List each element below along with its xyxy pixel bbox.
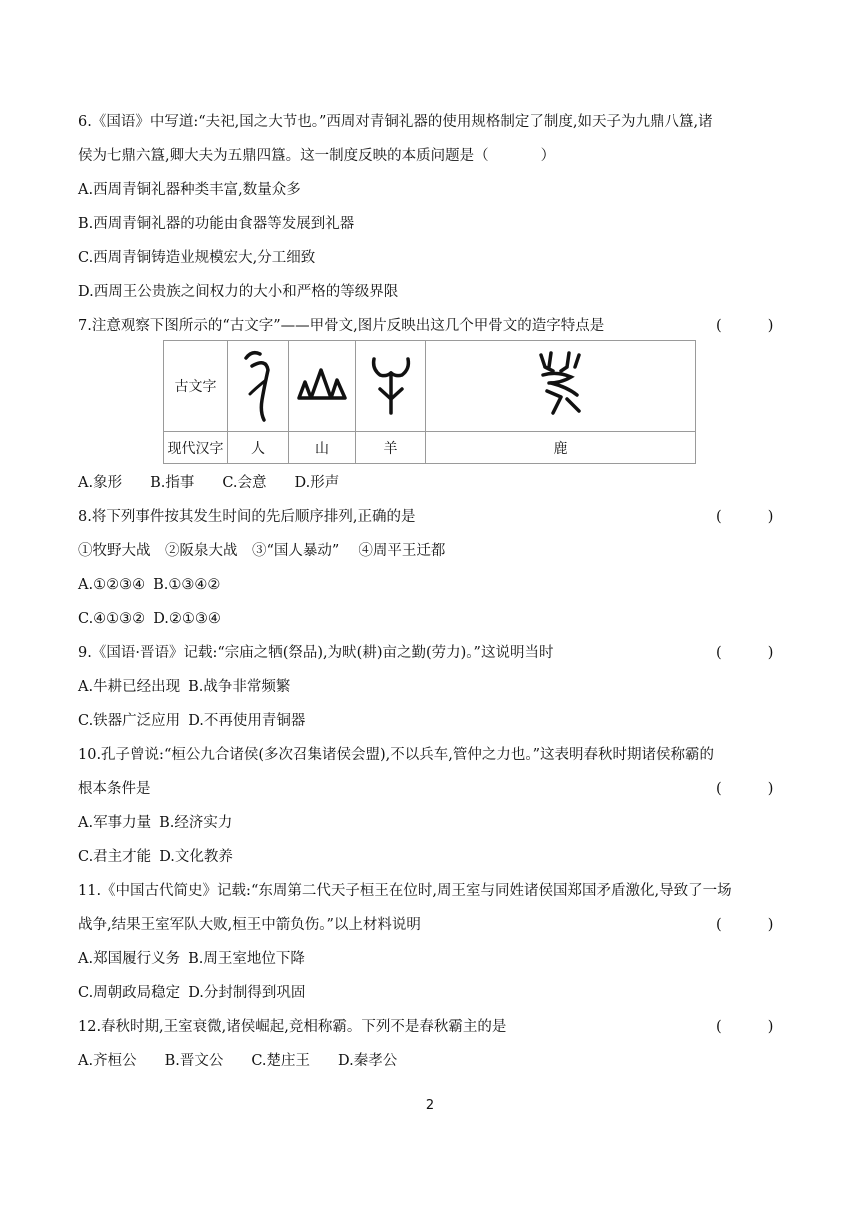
q7-option-d: D.形声 <box>294 475 340 491</box>
q6-option-a: A.西周青铜礼器种类丰富,数量众多 <box>78 182 301 198</box>
q9-option-c: C.铁器广泛应用 <box>78 713 181 729</box>
modern-char-ren: 人 <box>228 432 289 464</box>
q7-stem: 7.注意观察下图所示的“古文字”——甲骨文,图片反映出这几个甲骨文的造字特点是 <box>78 318 605 334</box>
q8-answer-paren: ( ) <box>716 509 774 525</box>
oracle-glyph-shan-image <box>295 364 349 404</box>
q8-option-d: D.②①③④ <box>153 611 221 627</box>
q12-option-c: C.楚庄王 <box>251 1053 311 1069</box>
q8-option-b: B.①③④② <box>153 577 221 593</box>
q9-options-row1 <box>78 677 298 697</box>
q8-stem: 8.将下列事件按其发生时间的先后顺序排列,正确的是 <box>78 509 416 525</box>
q11-stem-line1: 11.《中国古代简史》记载:“东周第二代天子桓王在位时,周王室与同姓诸侯国郑国矛盾激化,导致了一场 <box>78 883 732 899</box>
q11-stem-line2: 战争,结果王室军队大败,桓王中箭负伤。”以上材料说明 <box>78 917 421 933</box>
q7-option-c: C.会意 <box>222 475 267 491</box>
oracle-bone-table <box>163 340 696 464</box>
q12-option-d: D.秦孝公 <box>338 1053 398 1069</box>
q11-option-d: D.分封制得到巩固 <box>188 985 306 1001</box>
q10-options-row1 <box>78 813 240 833</box>
oracle-glyph-ren-image <box>238 344 278 424</box>
q6-option-b: B.西周青铜礼器的功能由食器等发展到礼器 <box>78 216 355 232</box>
q11-options-row2 <box>78 983 313 1003</box>
q10-option-c: C.君主才能 <box>78 849 152 865</box>
oracle-glyph-yang-cell <box>356 341 426 432</box>
table-header-modern: 现代汉字 <box>164 432 228 464</box>
modern-char-lu: 鹿 <box>426 432 696 464</box>
q6-stem-line1: 6.《国语》中写道:“夫祀,国之大节也。”西周对青铜礼器的使用规格制定了制度,如天子为九鼎八簋,诸 <box>78 114 713 130</box>
oracle-glyph-lu-cell <box>426 341 696 432</box>
q7-answer-paren: ( ) <box>716 318 774 334</box>
q6-paren-close: ） <box>540 148 556 164</box>
q7-option-b: B.指事 <box>150 475 195 491</box>
q11-options-row1 <box>78 949 313 969</box>
q11-answer-paren: ( ) <box>716 917 774 933</box>
q8-events: ①牧野大战 ②阪泉大战 ③“国人暴动” ④周平王迁都 <box>78 543 446 559</box>
q12-stem: 12.春秋时期,王室衰微,诸侯崛起,竞相称霸。下列不是春秋霸主的是 <box>78 1019 507 1035</box>
oracle-glyph-yang-image <box>366 349 416 419</box>
q10-answer-paren: ( ) <box>716 781 774 797</box>
oracle-glyph-shan-cell <box>289 341 356 432</box>
q12-answer-paren: ( ) <box>716 1019 774 1035</box>
modern-char-yang: 羊 <box>356 432 426 464</box>
q12-option-b: B.晋文公 <box>164 1053 224 1069</box>
page-number: 2 <box>425 1098 435 1113</box>
q9-option-a: A.牛耕已经出现 <box>78 679 181 695</box>
q10-stem-line1: 10.孔子曾说:“桓公九合诸侯(多次召集诸侯会盟),不以兵车,管仲之力也。”这表明春秋时期诸侯称霸的 <box>78 747 715 763</box>
q9-option-b: B.战争非常频繁 <box>188 679 291 695</box>
q10-options-row2 <box>78 847 241 867</box>
table-header-ancient: 古文字 <box>164 341 228 432</box>
q10-stem-line2: 根本条件是 <box>78 781 151 797</box>
q10-option-b: B.经济实力 <box>159 815 233 831</box>
q8-option-a: A.①②③④ <box>78 577 146 593</box>
q12-options <box>78 1051 425 1071</box>
q9-answer-paren: ( ) <box>716 645 774 661</box>
q10-option-d: D.文化教养 <box>159 849 233 865</box>
oracle-glyph-ren-cell <box>228 341 289 432</box>
q9-options-row2 <box>78 711 313 731</box>
q9-stem: 9.《国语·晋语》记载:“宗庙之牺(祭品),为畎(耕)亩之勤(劳力)。”这说明当时 <box>78 645 554 661</box>
q10-option-a: A.军事力量 <box>78 815 152 831</box>
q6-stem-line2-text: 侯为七鼎六簋,卿大夫为五鼎四簋。这一制度反映的本质问题是（ <box>78 148 489 164</box>
q8-options-row1 <box>78 575 228 595</box>
oracle-glyph-lu-image <box>531 349 591 419</box>
q11-option-c: C.周朝政局稳定 <box>78 985 181 1001</box>
q11-option-a: A.郑国履行义务 <box>78 951 181 967</box>
q7-options <box>78 473 367 493</box>
q6-option-c: C.西周青铜铸造业规模宏大,分工细致 <box>78 250 316 266</box>
q6-stem-line2 <box>78 146 555 166</box>
q7-option-a: A.象形 <box>78 475 123 491</box>
q11-option-b: B.周王室地位下降 <box>188 951 305 967</box>
q8-options-row2 <box>78 609 229 629</box>
q12-option-a: A.齐桓公 <box>78 1053 137 1069</box>
q9-option-d: D.不再使用青铜器 <box>188 713 306 729</box>
modern-char-shan: 山 <box>289 432 356 464</box>
q8-option-c: C.④①③② <box>78 611 146 627</box>
q6-option-d: D.西周王公贵族之间权力的大小和严格的等级界限 <box>78 284 399 300</box>
